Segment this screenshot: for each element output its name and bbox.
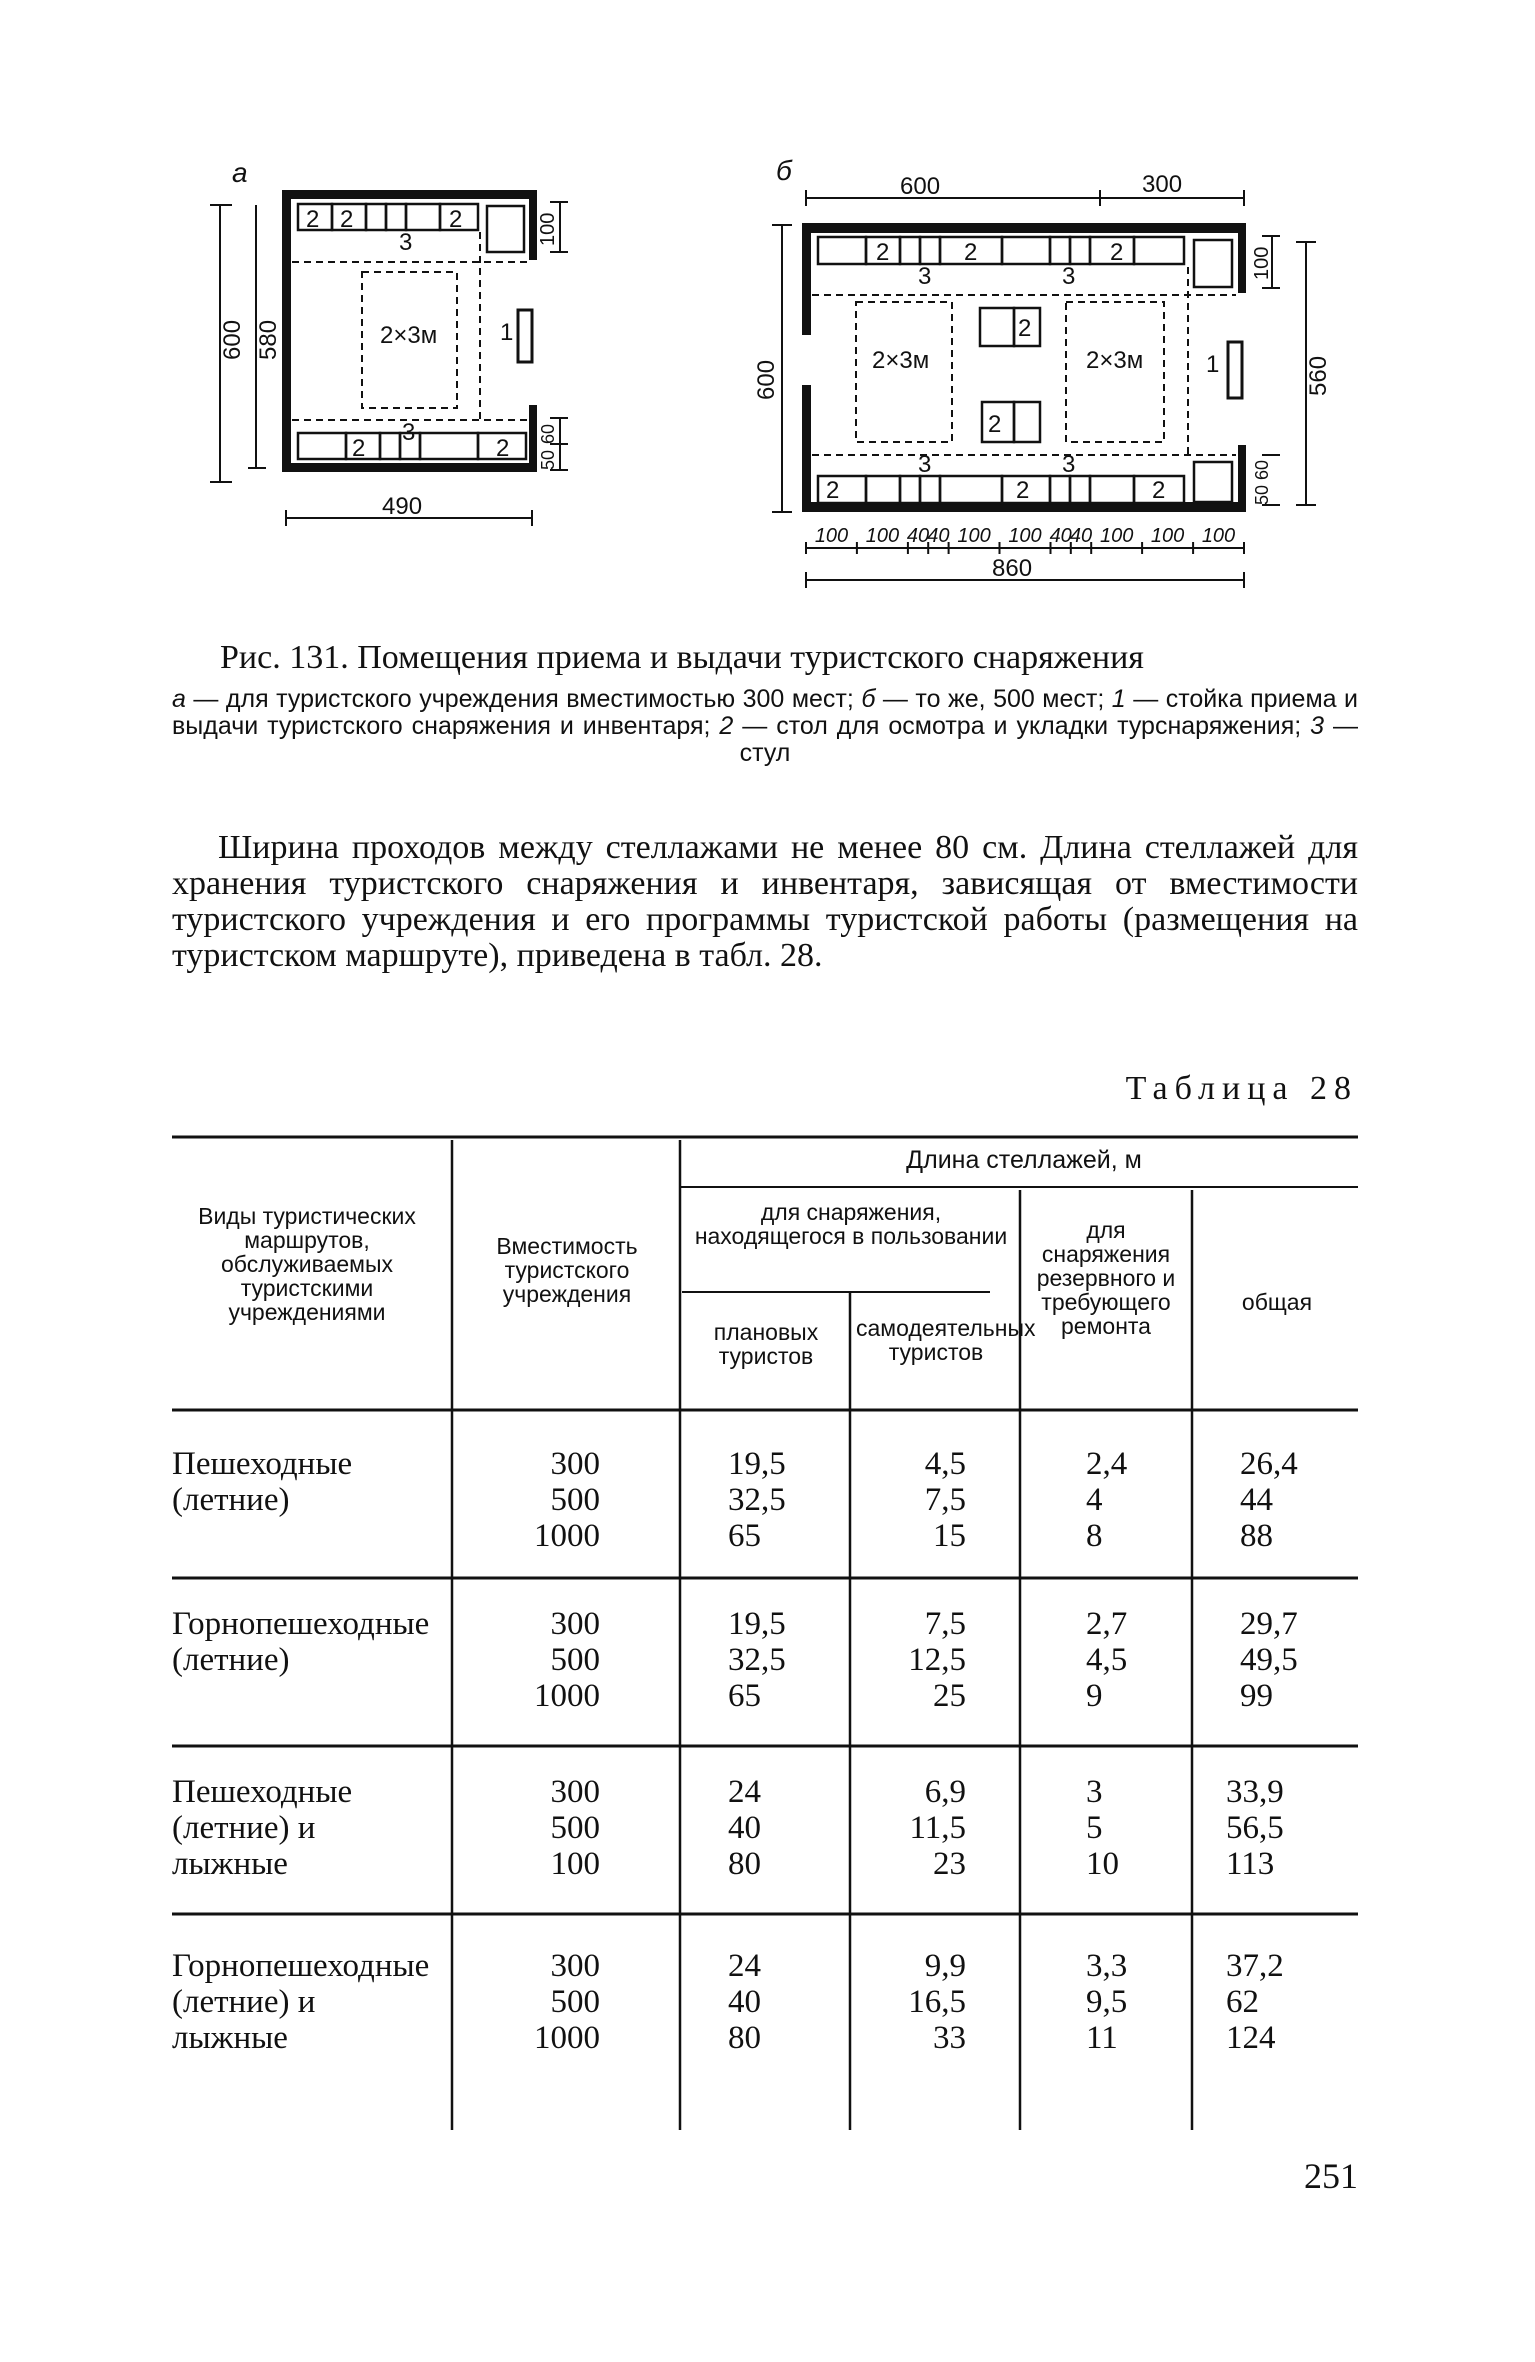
- cell-capacity: 300 500 1000: [534, 1606, 600, 1714]
- svg-text:600: 600: [753, 359, 780, 400]
- svg-text:860: 860: [992, 555, 1033, 582]
- page-number: 251: [1304, 2156, 1358, 2196]
- cell-route-type: Пешеходные (летние) и лыжные: [172, 1774, 353, 1882]
- cell-total: 29,7 49,5 99: [1240, 1606, 1298, 1714]
- svg-text:3: 3: [402, 419, 416, 446]
- svg-text:2: 2: [449, 206, 463, 233]
- plan-b-segment-label: 100: [957, 525, 991, 547]
- cell-total: 37,2 62 124: [1226, 1948, 1284, 2056]
- cell-reserve: 2,4 4 8: [1086, 1446, 1128, 1554]
- svg-text:2×3м: 2×3м: [1086, 347, 1144, 374]
- svg-text:2: 2: [496, 435, 510, 462]
- svg-text:100: 100: [537, 212, 559, 246]
- plan-a-label: а: [232, 157, 248, 188]
- svg-text:580: 580: [255, 319, 282, 360]
- cell-reserve: 3,3 9,5 11: [1086, 1948, 1128, 2056]
- svg-text:560: 560: [1305, 355, 1332, 396]
- svg-text:300: 300: [1142, 171, 1183, 198]
- svg-text:3: 3: [1062, 451, 1076, 478]
- svg-text:1: 1: [500, 319, 514, 346]
- svg-text:50: 50: [1252, 484, 1272, 505]
- header-planned: плановых туристов: [713, 1319, 819, 1369]
- svg-text:2: 2: [826, 477, 840, 504]
- cell-reserve: 2,7 4,5 9: [1086, 1606, 1128, 1714]
- cell-capacity: 300 500 100: [550, 1774, 600, 1882]
- svg-text:2: 2: [876, 239, 890, 266]
- header-capacity: Вместимость туристского учреждения: [496, 1233, 638, 1307]
- svg-text:2: 2: [1110, 239, 1124, 266]
- svg-text:490: 490: [382, 493, 423, 520]
- cell-route-type: Горнопешеходные (летние) и лыжные: [172, 1948, 430, 2056]
- svg-text:2: 2: [1016, 477, 1030, 504]
- cell-self: 4,5 7,5 15: [924, 1446, 966, 1554]
- svg-text:3: 3: [918, 451, 932, 478]
- plan-b-segment-label: 100: [865, 525, 900, 547]
- svg-text:60: 60: [538, 423, 558, 444]
- cell-planned: 24 40 80: [728, 1774, 761, 1882]
- svg-text:3: 3: [1062, 263, 1076, 290]
- cell-self: 7,5 12,5 25: [908, 1606, 966, 1714]
- body-paragraph: Ширина проходов между стеллажами не менее 80 см. Длина стеллажей для хранения туристского снаряжения и инвентаря, зависящая от вместимости туристского учреждения и его программы туристской работы (размещения на туристском маршруте), приведена в табл. 28.: [172, 829, 1358, 974]
- svg-text:2: 2: [988, 411, 1002, 438]
- header-in-use: для снаряжения, находящегося в пользовании: [694, 1199, 1008, 1249]
- figure-caption-title: Рис. 131. Помещения приема и выдачи туристского снаряжения: [220, 639, 1144, 676]
- cell-route-type: Пешеходные (летние): [172, 1446, 353, 1518]
- svg-text:2: 2: [964, 239, 978, 266]
- svg-text:2: 2: [306, 206, 320, 233]
- cell-reserve: 3 5 10: [1086, 1774, 1119, 1882]
- header-shelf-length: Длина стеллажей, м: [906, 1146, 1142, 1174]
- svg-text:2: 2: [340, 206, 354, 233]
- plan-b-segment-label: 40: [906, 525, 930, 547]
- header-self-organized: самодеятельных туристов: [856, 1315, 1036, 1365]
- svg-text:2×3м: 2×3м: [872, 347, 930, 374]
- header-route-types: Виды туристических маршрутов, обслуживаемых туристскими учреждениями: [198, 1203, 416, 1325]
- cell-planned: 19,5 32,5 65: [728, 1446, 786, 1554]
- plan-b-segment-label: 100: [814, 525, 849, 547]
- plan-b-label: б: [776, 155, 792, 186]
- svg-text:60: 60: [1252, 459, 1272, 480]
- svg-text:50: 50: [538, 449, 558, 470]
- cell-self: 9,9 16,5 33: [908, 1948, 966, 2056]
- svg-text:3: 3: [399, 229, 413, 256]
- plan-b-segment-label: 40: [1049, 525, 1072, 547]
- plan-b-segment-label: 40: [927, 525, 950, 547]
- cell-route-type: Горнопешеходные (летние): [172, 1606, 430, 1678]
- cell-capacity: 300 500 1000: [534, 1948, 600, 2056]
- figure-caption-legend: а — для туристского учреждения вместимостью 300 мест; б — то же, 500 мест; 1 — стойка приема и выдачи туристского снаряжения и инвентаря; 2 — стол для осмотра и укладки турснаряжения; 3 — стул: [172, 685, 1358, 767]
- plan-b-segment-label: 40: [1069, 525, 1093, 547]
- header-total: общая: [1241, 1289, 1313, 1315]
- cell-planned: 19,5 32,5 65: [728, 1606, 786, 1714]
- svg-text:2: 2: [352, 435, 366, 462]
- cell-self: 6,9 11,5 23: [909, 1774, 966, 1882]
- svg-text:100: 100: [1251, 246, 1273, 280]
- plan-b-segment-label: 100: [1150, 525, 1185, 547]
- svg-text:2: 2: [1018, 315, 1032, 342]
- cell-planned: 24 40 80: [728, 1948, 761, 2056]
- plan-b-segment-label: 100: [1201, 525, 1236, 547]
- cell-total: 33,9 56,5 113: [1226, 1774, 1284, 1882]
- svg-text:2×3м: 2×3м: [380, 322, 438, 349]
- header-reserve: для снаряжения резервного и требующего ремонта: [1036, 1217, 1176, 1339]
- svg-text:600: 600: [219, 319, 246, 360]
- cell-total: 26,4 44 88: [1240, 1446, 1298, 1554]
- svg-text:3: 3: [918, 263, 932, 290]
- table-label: Таблица 28: [1125, 1070, 1358, 1107]
- svg-text:2: 2: [1152, 477, 1166, 504]
- svg-text:1: 1: [1206, 351, 1220, 378]
- svg-text:600: 600: [900, 173, 941, 200]
- plan-b-segment-label: 100: [1100, 525, 1134, 547]
- plan-b-segment-label: 100: [1008, 525, 1042, 547]
- cell-capacity: 300 500 1000: [534, 1446, 600, 1554]
